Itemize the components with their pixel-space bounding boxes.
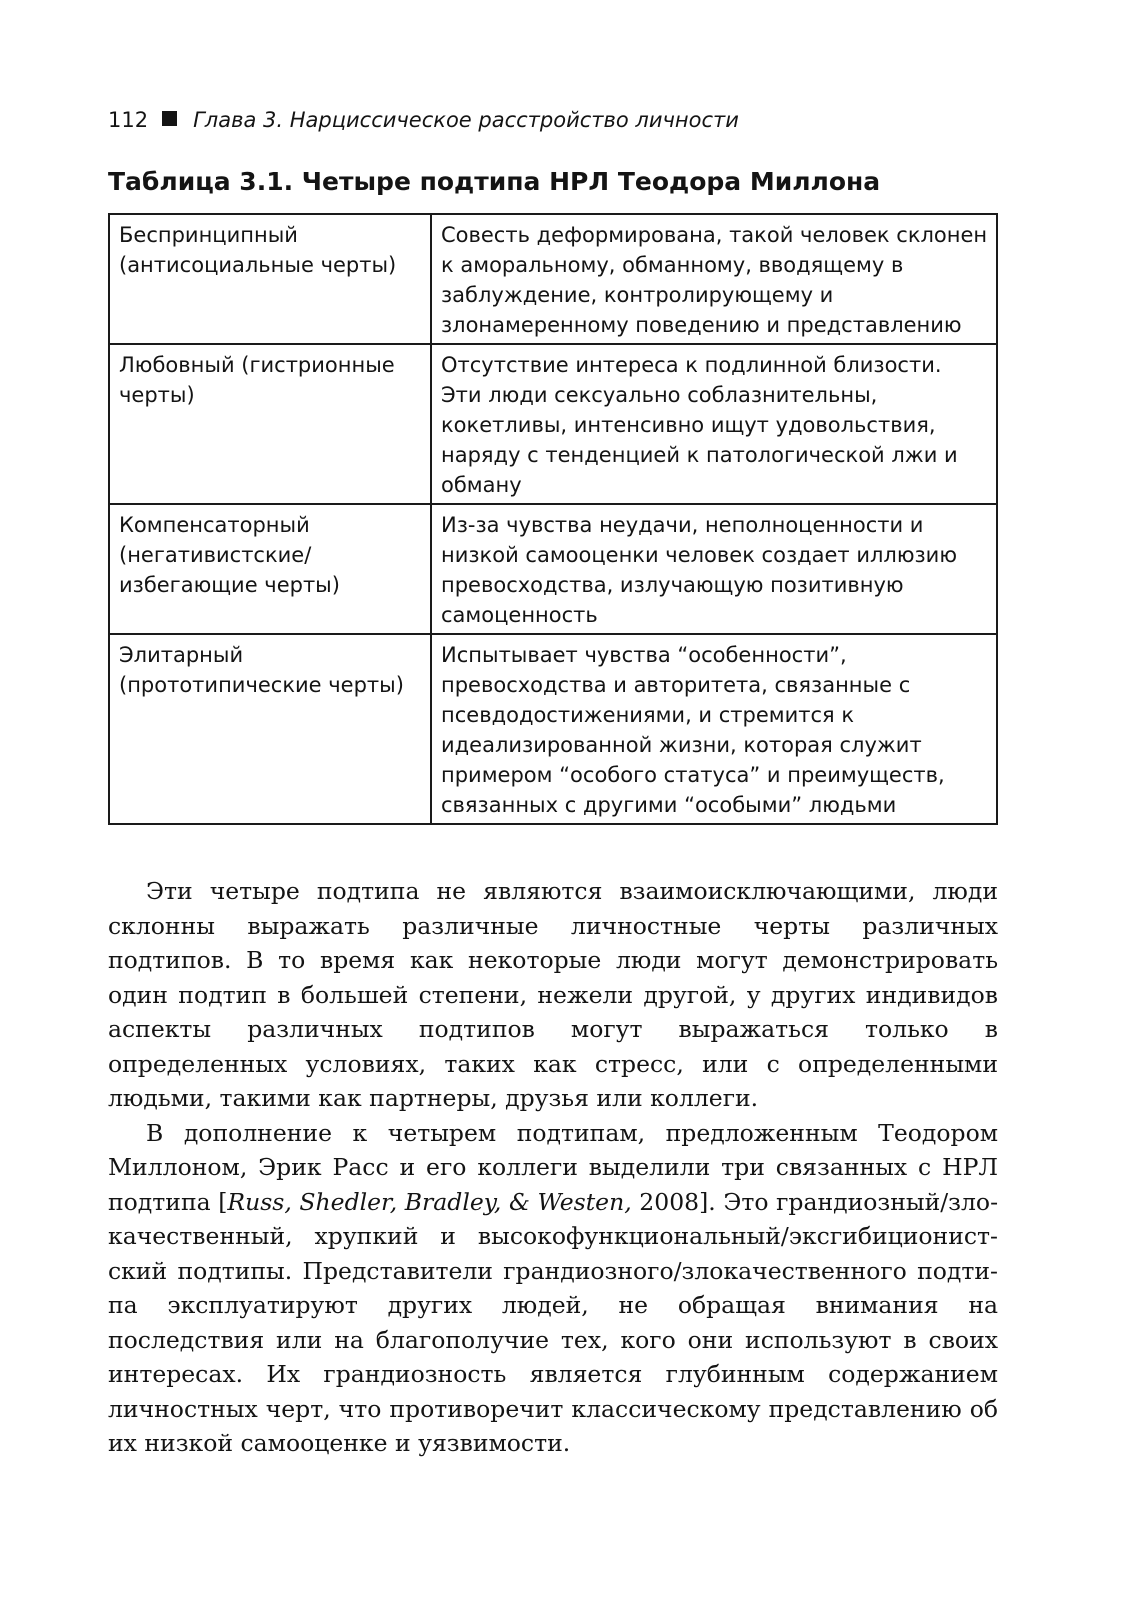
paragraph-text: 2008]. Это грандиозный/злокачественный, хрупкий и высокофункциональный/эксгибиционистский подтипы. Представители грандиозного/злокачественного подтипа эксплуатируют других людей, не обращая внимания на последствия или на благополучие тех, кого они используют в своих интересах. Их грандиозность является глубинным содержанием личностных черт, что противоречит классическому представлению об их низкой самооценке и уязвимости. xyxy=(108,1187,999,1457)
square-bullet-icon xyxy=(162,111,177,126)
table-row xyxy=(109,344,997,504)
table-title: Таблица 3.1. Четыре подтипа НРЛ Теодора Миллона xyxy=(108,167,881,196)
subtypes-table xyxy=(108,213,998,825)
subtype-name-cell: Любовный (гистрионные черты) xyxy=(109,344,431,504)
paragraph: Эти четыре подтипа не являются взаимоисключающими, люди склонны выражать различные личностные черты различных подтипов. В то время как некоторые люди могут демонстрировать один подтип в большей степени, нежели другой, у других индивидов аспекты различных подтипов могут выражаться только в определенных условиях, таких как стресс, или с определенными людьми, такими как партнеры, друзья или коллеги. xyxy=(108,877,998,1112)
running-head xyxy=(108,106,739,134)
citation-authors: Russ, Shedler, Bradley, & Westen, xyxy=(227,1187,632,1216)
paragraph xyxy=(108,1116,998,1461)
subtype-name-cell: Компенсаторный (негативистские/ избегающие черты) xyxy=(109,504,431,634)
subtype-name-cell: Беспринципный (антисоциальные черты) xyxy=(109,214,431,344)
subtype-description-cell: Испытывает чувства “особенности”, превосходства и авторитета, связанные с псевдодостижениями, и стремится к идеализированной жизни, которая служит примером “особого статуса” и преимуществ, связанных с другими “особыми” людьми xyxy=(431,634,997,824)
subtype-description-cell: Отсутствие интереса к подлинной близости. Эти люди сексуально соблазнительны, кокетливы, интенсивно ищут удовольствия, наряду с тенденцией к патологической лжи и обману xyxy=(431,344,997,504)
paragraph-text: В дополнение к четырем подтипам, предложенным Теодором Миллоном, Эрик Расс и его коллеги выделили три связанных с НРЛ подтипа [ xyxy=(108,1118,998,1216)
subtype-name-cell: Элитарный (прототипические черты) xyxy=(109,634,431,824)
table-row xyxy=(109,504,997,634)
body-text xyxy=(108,874,998,1461)
subtype-description-cell: Совесть деформирована, такой человек склонен к аморальному, обманному, вводящему в заблуждение, контролирующему и злонамеренному поведению и представлению xyxy=(431,214,997,344)
table-row xyxy=(109,214,997,344)
chapter-title: Глава 3. Нарциссическое расстройство личности xyxy=(193,108,739,132)
subtype-description-cell: Из-за чувства неудачи, неполноценности и низкой самооценки человек создает иллюзию превосходства, излучающую позитивную самоценность xyxy=(431,504,997,634)
table-row xyxy=(109,634,997,824)
page-number: 112 xyxy=(108,108,149,132)
